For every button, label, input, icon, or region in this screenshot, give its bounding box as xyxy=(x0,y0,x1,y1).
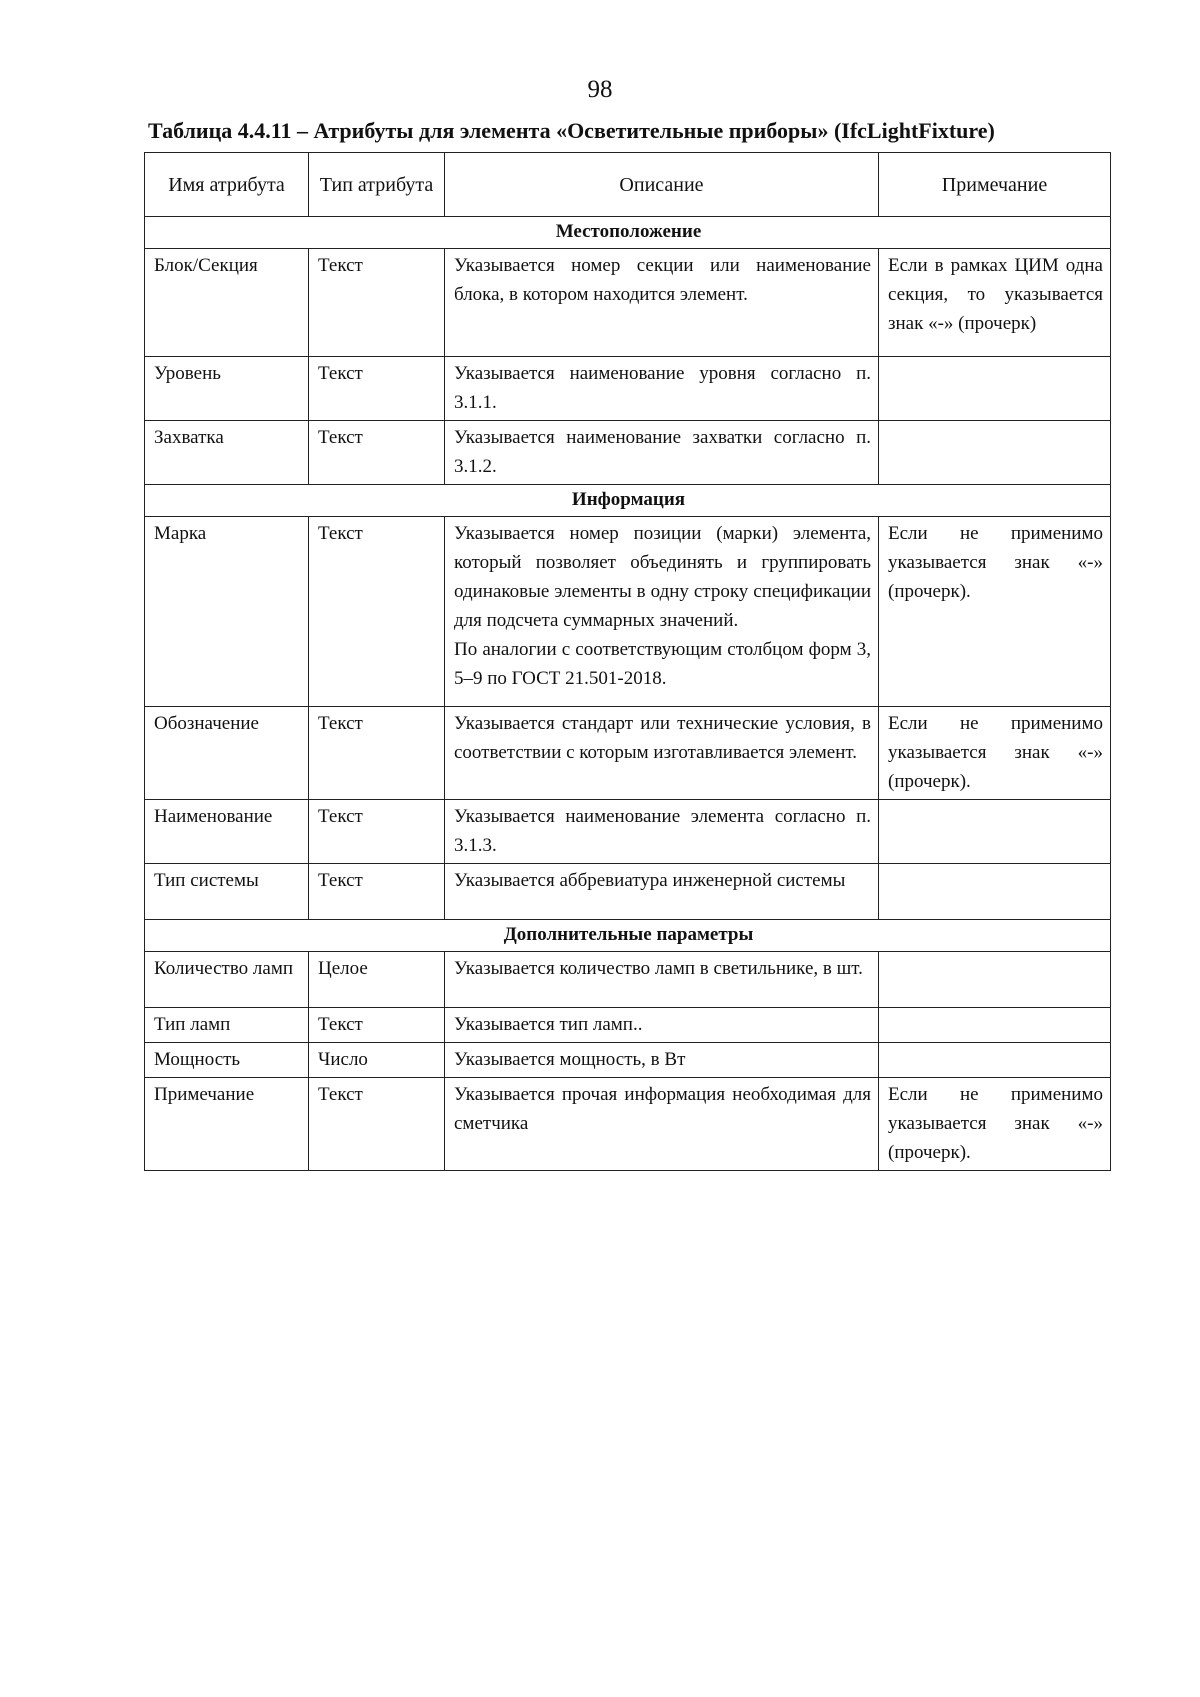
table-row xyxy=(145,864,1111,920)
cell-attribute-type: Текст xyxy=(309,421,445,485)
description-paragraph: Указывается тип ламп.. xyxy=(454,1014,643,1035)
description-paragraph: Указывается номер секции или наименование блока, в котором находится элемент. xyxy=(454,255,871,305)
page-number: 98 xyxy=(587,76,613,103)
table-header xyxy=(145,153,1111,217)
cell-attribute-name: Уровень xyxy=(145,357,309,421)
cell-attribute-type: Текст xyxy=(309,1008,445,1043)
cell-attribute-name: Марка xyxy=(145,517,309,707)
cell-attribute-name: Количество ламп xyxy=(145,952,309,1008)
cell-attribute-type: Текст xyxy=(309,249,445,357)
cell-attribute-name: Тип системы xyxy=(145,864,309,920)
cell-description xyxy=(445,864,879,920)
section-title: Информация xyxy=(145,485,1111,517)
cell-note xyxy=(879,1043,1111,1078)
cell-attribute-type: Текст xyxy=(309,517,445,707)
table-body xyxy=(145,217,1111,1171)
cell-description xyxy=(445,517,879,707)
cell-description xyxy=(445,1008,879,1043)
cell-attribute-type: Целое xyxy=(309,952,445,1008)
cell-attribute-name: Мощность xyxy=(145,1043,309,1078)
cell-description xyxy=(445,249,879,357)
cell-attribute-type: Текст xyxy=(309,864,445,920)
header-note: Примечание xyxy=(879,153,1111,217)
description-paragraph: Указывается прочая информация необходимая для сметчика xyxy=(454,1084,871,1134)
cell-description xyxy=(445,1078,879,1171)
cell-note xyxy=(879,1008,1111,1043)
cell-attribute-name: Примечание xyxy=(145,1078,309,1171)
table-row xyxy=(145,1078,1111,1171)
description-paragraph: Указывается номер позиции (марки) элемента, который позволяет объединять и группировать одинаковые элементы в одну строку спецификации для подсчета суммарных значений. xyxy=(454,523,871,631)
table-row xyxy=(145,1043,1111,1078)
description-paragraph: По аналогии с соответствующим столбцом форм 3, 5–9 по ГОСТ 21.501-2018. xyxy=(454,639,871,689)
cell-description xyxy=(445,707,879,800)
cell-attribute-name: Тип ламп xyxy=(145,1008,309,1043)
cell-description xyxy=(445,1043,879,1078)
header-attribute-name: Имя атрибута xyxy=(145,153,309,217)
cell-description xyxy=(445,357,879,421)
cell-note xyxy=(879,357,1111,421)
section-title: Местоположение xyxy=(145,217,1111,249)
description-paragraph: Указывается наименование уровня согласно п. 3.1.1. xyxy=(454,363,871,413)
cell-attribute-name: Обозначение xyxy=(145,707,309,800)
description-paragraph: Указывается стандарт или технические условия, в соответствии с которым изготавливается элемент. xyxy=(454,713,871,763)
table-row xyxy=(145,952,1111,1008)
cell-attribute-name: Блок/Секция xyxy=(145,249,309,357)
cell-attribute-type: Число xyxy=(309,1043,445,1078)
attributes-table xyxy=(144,152,1111,1171)
cell-attribute-type: Текст xyxy=(309,707,445,800)
description-paragraph: Указывается наименование элемента согласно п. 3.1.3. xyxy=(454,806,871,856)
header-description: Описание xyxy=(445,153,879,217)
table-row xyxy=(145,800,1111,864)
table-row xyxy=(145,707,1111,800)
description-paragraph: Указывается аббревиатура инженерной системы xyxy=(454,870,846,891)
cell-attribute-type: Текст xyxy=(309,357,445,421)
cell-note xyxy=(879,421,1111,485)
table-row xyxy=(145,1008,1111,1043)
cell-note xyxy=(879,800,1111,864)
cell-attribute-type: Текст xyxy=(309,1078,445,1171)
table-caption: Таблица 4.4.11 – Атрибуты для элемента «Осветительные приборы» (IfcLightFixture) xyxy=(148,118,995,143)
header-attribute-type: Тип атрибута xyxy=(309,153,445,217)
cell-attribute-name: Наименование xyxy=(145,800,309,864)
cell-description xyxy=(445,421,879,485)
description-paragraph: Указывается наименование захватки согласно п. 3.1.2. xyxy=(454,427,871,477)
cell-note: Если в рамках ЦИМ одна секция, то указывается знак «-» (прочерк) xyxy=(879,249,1111,357)
description-paragraph: Указывается количество ламп в светильнике, в шт. xyxy=(454,958,863,979)
section-row xyxy=(145,920,1111,952)
table-row xyxy=(145,421,1111,485)
cell-note: Если не применимо указывается знак «-» (прочерк). xyxy=(879,517,1111,707)
cell-description xyxy=(445,952,879,1008)
table-row xyxy=(145,249,1111,357)
cell-note: Если не применимо указывается знак «-» (прочерк). xyxy=(879,1078,1111,1171)
section-row xyxy=(145,485,1111,517)
cell-note xyxy=(879,952,1111,1008)
section-row xyxy=(145,217,1111,249)
table-row xyxy=(145,357,1111,421)
cell-attribute-name: Захватка xyxy=(145,421,309,485)
description-paragraph: Указывается мощность, в Вт xyxy=(454,1049,686,1070)
cell-note: Если не применимо указывается знак «-» (прочерк). xyxy=(879,707,1111,800)
section-title: Дополнительные параметры xyxy=(145,920,1111,952)
cell-note xyxy=(879,864,1111,920)
cell-attribute-type: Текст xyxy=(309,800,445,864)
cell-description xyxy=(445,800,879,864)
table-row xyxy=(145,517,1111,707)
